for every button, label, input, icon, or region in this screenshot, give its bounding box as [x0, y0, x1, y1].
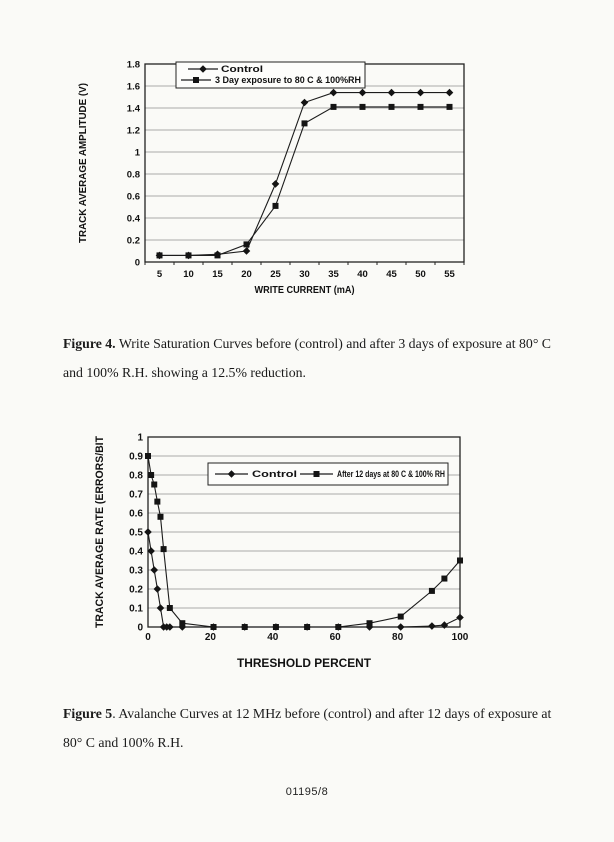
square-marker	[457, 558, 463, 564]
svg-text:1.6: 1.6	[126, 81, 140, 93]
svg-text:0.6: 0.6	[129, 508, 143, 520]
svg-text:0.2: 0.2	[126, 235, 140, 247]
svg-text:1: 1	[137, 432, 143, 444]
svg-text:25: 25	[270, 269, 281, 280]
svg-text:15: 15	[212, 269, 223, 280]
square-marker	[314, 471, 320, 477]
svg-text:55: 55	[444, 269, 455, 280]
diamond-marker	[456, 614, 464, 622]
square-marker	[154, 499, 160, 505]
legend	[208, 463, 448, 485]
legend	[176, 62, 365, 88]
diamond-marker	[441, 621, 449, 629]
x-axis-title: WRITE CURRENT (mA)	[254, 284, 355, 296]
square-marker	[273, 203, 279, 209]
svg-text:0.7: 0.7	[129, 489, 143, 501]
svg-text:5: 5	[156, 269, 163, 280]
diamond-marker	[388, 89, 396, 97]
svg-text:0.4: 0.4	[129, 546, 143, 558]
diamond-marker	[272, 180, 280, 188]
square-marker	[242, 624, 248, 630]
svg-text:0.3: 0.3	[129, 565, 143, 577]
diamond-marker	[154, 585, 162, 593]
square-marker	[335, 624, 341, 630]
svg-text:0.2: 0.2	[129, 584, 143, 596]
svg-text:1.8: 1.8	[126, 59, 140, 71]
figure4-caption-text1: Write Saturation Curves before (control) and after 3 days of exposure at 80° C	[115, 336, 551, 351]
svg-text:40: 40	[357, 269, 368, 280]
svg-text:1.2: 1.2	[126, 125, 140, 137]
figure5-label: Figure 5	[63, 706, 113, 721]
square-marker	[145, 453, 151, 459]
square-marker	[151, 482, 157, 488]
gridlines	[145, 86, 464, 240]
svg-text:35: 35	[328, 269, 339, 280]
square-marker	[179, 620, 185, 626]
figure4-caption-line2: and 100% R.H. showing a 12.5% reduction.	[63, 365, 306, 380]
square-marker	[244, 241, 250, 247]
figure4-caption-line1	[63, 329, 568, 358]
x-axis-tick-labels	[145, 632, 469, 643]
svg-text:45: 45	[386, 269, 397, 280]
svg-text:60: 60	[329, 632, 341, 643]
diamond-marker	[446, 89, 454, 97]
svg-text:20: 20	[204, 632, 216, 643]
diamond-marker	[330, 89, 338, 97]
diamond-marker	[157, 604, 165, 612]
diamond-marker	[428, 622, 436, 630]
series-exposed	[157, 104, 453, 259]
square-marker	[304, 624, 310, 630]
square-marker	[157, 252, 163, 258]
figure5-plot	[60, 425, 530, 675]
square-marker	[302, 120, 308, 126]
plot-border	[145, 64, 464, 262]
svg-text:50: 50	[415, 269, 426, 280]
figure5-caption	[63, 699, 568, 757]
square-marker	[211, 624, 217, 630]
square-marker	[186, 252, 192, 258]
legend-label: After 12 days at 80 C & 100% RH	[337, 469, 445, 480]
square-marker	[447, 104, 453, 110]
legend-label: 3 Day exposure to 80 C & 100%RH	[215, 75, 361, 86]
square-marker	[429, 588, 435, 594]
square-marker	[148, 472, 154, 478]
write-saturation-chart	[60, 52, 530, 307]
square-marker	[167, 605, 173, 611]
svg-text:0.5: 0.5	[129, 527, 143, 539]
svg-text:40: 40	[267, 632, 279, 643]
x-axis-tick-labels	[157, 269, 456, 280]
square-marker	[157, 514, 163, 520]
svg-text:0.6: 0.6	[126, 191, 140, 203]
svg-text:0.8: 0.8	[126, 169, 140, 181]
figure5-caption-text1: . Avalanche Curves at 12 MHz before (control) and after 12 days of exposure at	[112, 706, 552, 721]
diamond-marker	[144, 528, 152, 536]
y-axis-tick-labels	[129, 432, 143, 633]
figure5-caption-line2: 80° C and 100% R.H.	[63, 735, 184, 750]
y-axis-title: TRACK AVERAGE RATE (ERRORS/BIT	[94, 426, 106, 628]
x-axis-title: THRESHOLD PERCENT	[237, 656, 372, 670]
figure4-label: Figure 4.	[63, 336, 116, 351]
diamond-marker	[150, 566, 158, 574]
figure5-caption-line1	[63, 699, 568, 728]
svg-text:0.4: 0.4	[126, 213, 140, 225]
diamond-marker	[397, 623, 405, 631]
svg-text:0: 0	[137, 622, 143, 634]
square-marker	[215, 252, 221, 258]
square-marker	[360, 104, 366, 110]
svg-text:1.4: 1.4	[126, 103, 140, 115]
square-marker	[398, 614, 404, 620]
svg-text:20: 20	[241, 269, 252, 280]
square-marker	[193, 77, 199, 83]
figure4-caption	[63, 329, 568, 387]
diamond-marker	[301, 99, 309, 107]
svg-text:10: 10	[183, 269, 194, 280]
svg-text:80: 80	[392, 632, 404, 643]
svg-text:0.1: 0.1	[129, 603, 143, 615]
page-number: 01195/8	[285, 786, 329, 798]
svg-text:0: 0	[145, 632, 151, 643]
square-marker	[161, 546, 167, 552]
square-marker	[441, 576, 447, 582]
square-marker	[367, 620, 373, 626]
y-axis-title: TRACK AVERAGE AMPLITUDE (V)	[77, 71, 89, 243]
square-marker	[273, 624, 279, 630]
svg-text:1: 1	[134, 147, 140, 159]
diamond-marker	[417, 89, 425, 97]
avalanche-curves-chart	[60, 425, 530, 675]
legend-label: Control	[221, 64, 263, 75]
svg-text:0: 0	[134, 257, 140, 269]
svg-text:100: 100	[451, 632, 469, 643]
legend-label: Control	[252, 469, 297, 480]
svg-text:0.8: 0.8	[129, 470, 143, 482]
square-marker	[418, 104, 424, 110]
diamond-marker	[243, 247, 251, 255]
y-axis-tick-labels	[127, 59, 141, 268]
svg-text:0.9: 0.9	[129, 451, 143, 463]
figure4-plot	[60, 52, 530, 307]
svg-text:30: 30	[299, 269, 310, 280]
square-marker	[389, 104, 395, 110]
square-marker	[331, 104, 337, 110]
series-control	[144, 528, 464, 631]
diamond-marker	[359, 89, 367, 97]
